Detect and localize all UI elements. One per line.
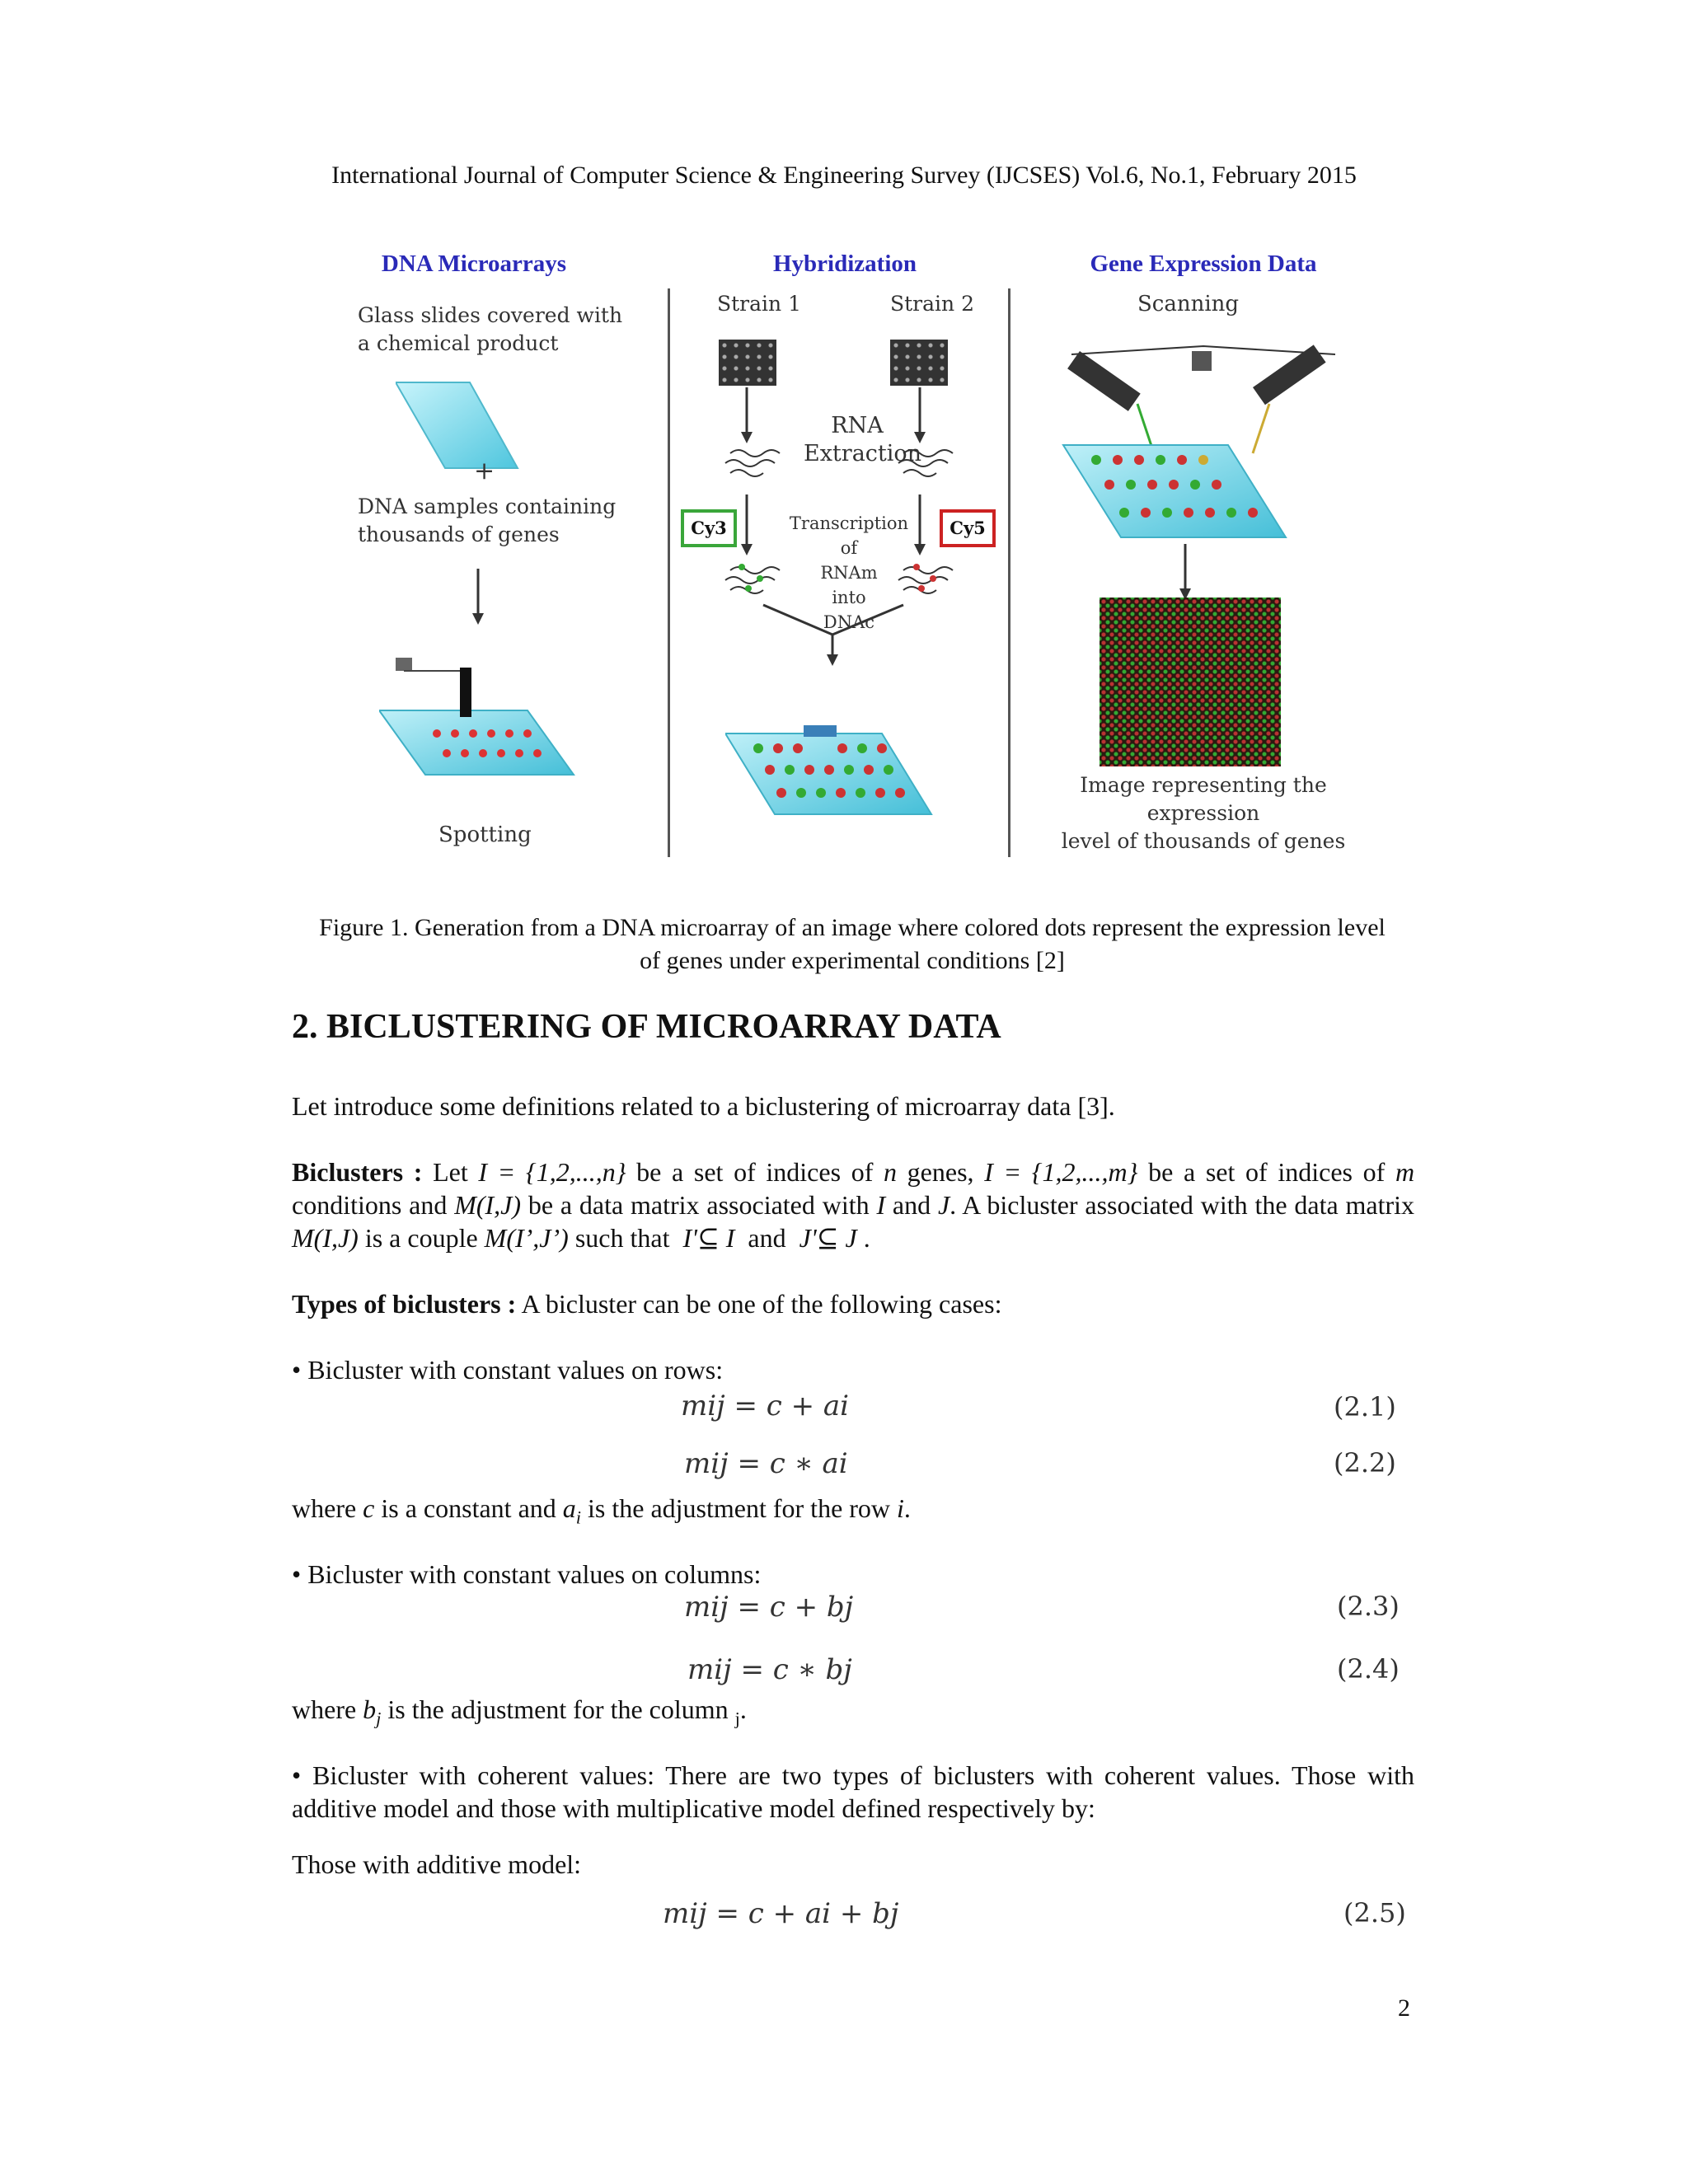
- figure-divider: [668, 288, 670, 857]
- equation-2-1: mij = c + ai: [681, 1390, 850, 1422]
- figure-caption: Figure 1. Generation from a DNA microarray of an image where colored dots represent the expression level of genes under experimental conditions [2]: [319, 914, 1386, 974]
- equation-number-2-2: (2.2): [1334, 1447, 1396, 1479]
- cols-bullet: • Bicluster with constant values on columns:: [292, 1559, 762, 1589]
- rows-bullet: • Bicluster with constant values on rows:: [292, 1355, 724, 1385]
- expression-image: [1100, 598, 1281, 766]
- equation-2-3: mij = c + bj: [684, 1591, 854, 1624]
- hybridized-slide-icon: [725, 717, 940, 824]
- col2-title: Hybridization: [772, 251, 917, 277]
- intro-paragraph: Let introduce some definitions related to a biclustering of microarray data [3].: [292, 1091, 1115, 1121]
- rows-where: where c is a constant and $a_i$ is the adjustment for the row i.: [292, 1493, 911, 1528]
- page-number: 2: [1398, 1994, 1410, 2022]
- equation-2-4: mij = c ∗ bj: [687, 1653, 852, 1686]
- strain1-label: Strain 1: [717, 292, 801, 316]
- plus-sign: +: [474, 457, 495, 485]
- equation-number-2-3: (2.3): [1337, 1591, 1400, 1622]
- strain1-image: [719, 340, 776, 386]
- equation-number-2-4: (2.4): [1337, 1653, 1400, 1685]
- strain2-label: Strain 2: [890, 292, 974, 316]
- figure-1: [346, 239, 1368, 865]
- col1-text2: DNA samples containing thousands of genes: [358, 494, 617, 546]
- cy5-box: Cy5: [940, 509, 996, 547]
- journal-header: International Journal of Computer Science & Engineering Survey (IJCSES) Vol.6, No.1, February 2015: [331, 162, 1357, 189]
- rna-extraction-label: RNA Extraction: [804, 413, 922, 466]
- scanning-label: Scanning: [1137, 292, 1240, 316]
- arrow-down-icon: [1177, 544, 1193, 602]
- figure-divider: [1008, 288, 1010, 857]
- col3-title: Gene Expression Data: [1090, 251, 1317, 277]
- spotting-robot-icon: [379, 651, 585, 783]
- cols-where: where $b_j$ is the adjustment for the column $_j$.: [292, 1694, 747, 1729]
- types-paragraph: Types of biclusters : A bicluster can be one of the following cases:: [292, 1289, 1002, 1319]
- equation-2-2: mij = c ∗ ai: [684, 1447, 848, 1480]
- additive-label: Those with additive model:: [292, 1849, 582, 1879]
- spotting-label: Spotting: [438, 823, 532, 847]
- biclusters-definition: Biclusters : Let I = {1,2,...,n} be a set of indices of n genes, I = {1,2,...,m} be a set of indices of m conditions and M(I,J) be a data matrix associated with I and J. A bicluster associated with the data matrix M(I,J) is a couple M(I’,J’) such that I'⊆ I and J'⊆ J .: [292, 1157, 1415, 1253]
- col3-caption: Image representing the expression level of thousands of genes: [1061, 773, 1346, 853]
- col1-text1: Glass slides covered with a chemical product: [358, 303, 623, 355]
- equation-number-2-1: (2.1): [1334, 1391, 1396, 1422]
- equation-2-5: mij = c + ai + bj: [663, 1897, 899, 1930]
- strain2-image: [890, 340, 948, 386]
- scanner-icon: [1047, 321, 1360, 552]
- glass-slide-icon: [396, 379, 528, 470]
- col1-title: DNA Microarrays: [381, 251, 567, 277]
- equation-number-2-5: (2.5): [1343, 1897, 1406, 1929]
- section-heading: 2. BICLUSTERING OF MICROARRAY DATA: [292, 1008, 1001, 1046]
- transcription-label: Transcription of RNAm into DNAc: [789, 513, 909, 632]
- coherent-paragraph: • Bicluster with coherent values: There are two types of biclusters with coherent values. Those with additive model and those with multiplicative model defined respectively by:: [292, 1760, 1414, 1823]
- cy3-box: Cy3: [681, 509, 737, 547]
- arrow-down-icon: [470, 569, 486, 626]
